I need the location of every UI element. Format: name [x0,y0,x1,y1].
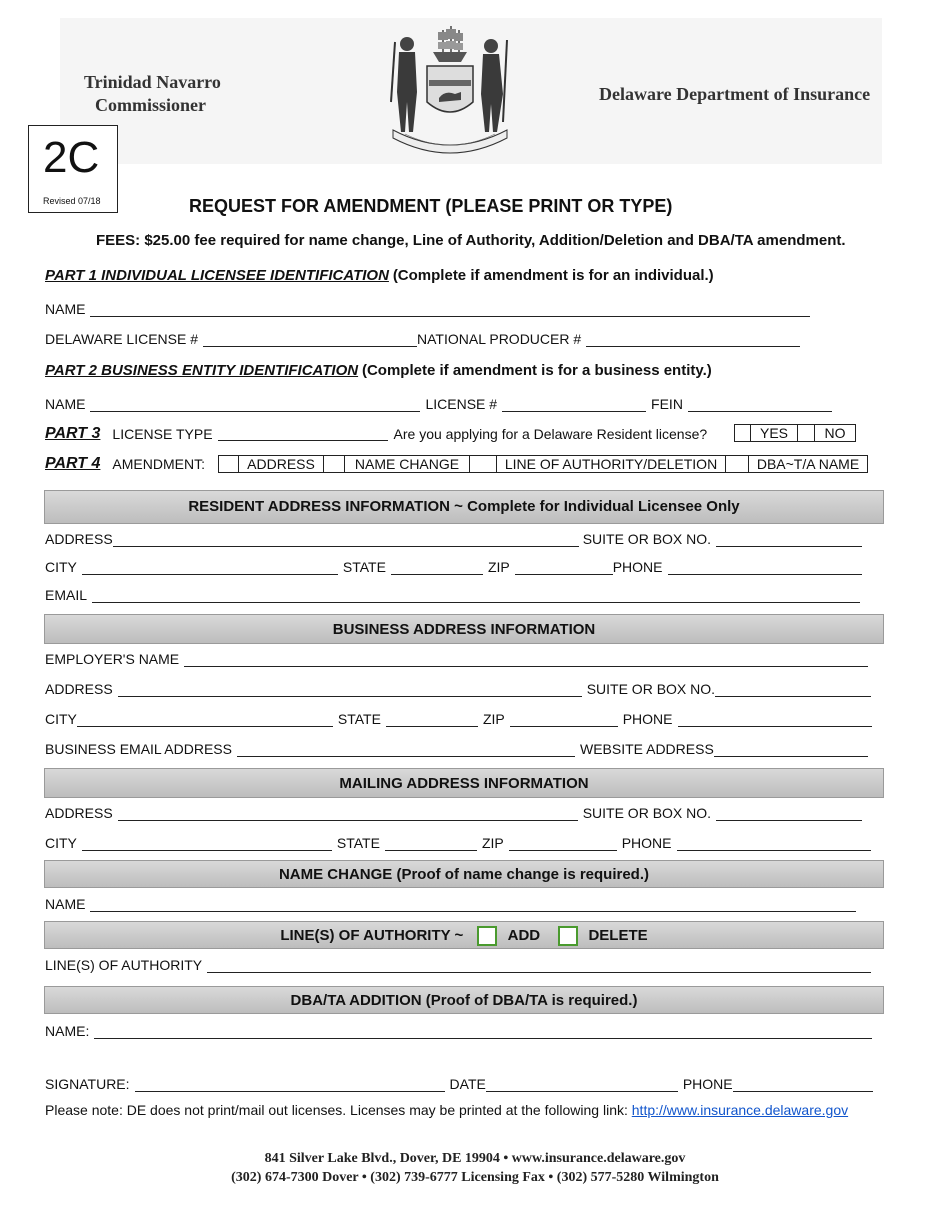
part1-license-field[interactable] [203,333,417,347]
part3-row [45,424,707,444]
insurance-website-link[interactable]: http://www.insurance.delaware.gov [631,1102,849,1118]
resident-address-label: ADDRESS [45,531,113,547]
dba-name-label: NAME: [45,1023,90,1039]
part2-fein-field[interactable] [688,398,832,412]
resident-suite-label: SUITE OR BOX NO. [582,531,712,547]
mailing-phone-label: PHONE [621,835,672,851]
business-address-heading: BUSINESS ADDRESS INFORMATION [44,614,884,644]
footer-address: 841 Silver Lake Blvd., Dover, DE 19904 • www.insurance.delaware.gov [264,1151,686,1166]
resident-address-field[interactable] [113,533,579,547]
business-city-label: CITY [45,711,77,727]
resident-phone-label: PHONE [612,559,663,575]
part1-license-row [45,327,800,347]
business-phone-field[interactable] [678,713,872,727]
fees-notice: FEES: $25.00 fee required for name change, Line of Authority, Addition/Deletion and DBA/TA amendment. [96,232,846,249]
form-title: REQUEST FOR AMENDMENT (PLEASE PRINT OR TYPE) [189,196,673,216]
print-note [45,1102,848,1118]
part2-license-field[interactable] [502,398,646,412]
business-address-row [45,677,871,697]
resident-choice-group [734,424,856,442]
business-city-field[interactable] [77,713,333,727]
resident-address-heading: RESIDENT ADDRESS INFORMATION ~ Complete for Individual Licensee Only [44,490,884,524]
employer-label: EMPLOYER'S NAME [45,651,180,667]
yes-checkbox[interactable] [734,424,750,442]
part1-license-label: DELAWARE LICENSE # [45,331,199,347]
part2-license-label: LICENSE # [425,396,498,412]
resident-address-row [45,527,862,547]
amendment-option-address[interactable]: ADDRESS [238,455,324,473]
signature-phone-label: PHONE [682,1076,733,1092]
mailing-city-label: CITY [45,835,77,851]
dba-name-field[interactable] [94,1025,872,1039]
mailing-city-field[interactable] [82,837,332,851]
website-field[interactable] [714,743,868,757]
resident-state-field[interactable] [391,561,483,575]
resident-city-field[interactable] [82,561,338,575]
part2-title: PART 2 BUSINESS ENTITY IDENTIFICATION [45,362,359,379]
part1-note: (Complete if amendment is for an individual.) [392,267,714,284]
license-type-field[interactable] [218,427,388,441]
business-zip-field[interactable] [510,713,618,727]
signature-label: SIGNATURE: [45,1076,130,1092]
part1-name-row [45,297,810,317]
date-field[interactable] [486,1078,678,1092]
amendment-option-name-change[interactable]: NAME CHANGE [344,455,470,473]
name-change-field[interactable] [90,898,856,912]
delaware-seal-icon [385,22,515,154]
name-change-row [45,892,856,912]
mailing-zip-field[interactable] [509,837,617,851]
mailing-phone-field[interactable] [677,837,871,851]
commissioner-name: Trinidad Navarro [84,72,221,92]
mailing-address-field[interactable] [118,807,578,821]
form-code: 2C [43,133,100,182]
dba-heading: DBA/TA ADDITION (Proof of DBA/TA is required.) [44,986,884,1014]
amendment-option-dba[interactable]: DBA~T/A NAME [748,455,868,473]
loa-add-label: ADD [507,927,541,944]
part2-name-field[interactable] [90,398,420,412]
business-zip-label: ZIP [482,711,505,727]
loa-delete-label: DELETE [588,927,648,944]
resident-suite-field[interactable] [716,533,862,547]
dba-row [45,1019,872,1039]
resident-city-label: CITY [45,559,77,575]
resident-state-label: STATE [342,559,386,575]
license-type-label: LICENSE TYPE [112,426,213,442]
part1-npn-field[interactable] [586,333,800,347]
business-state-field[interactable] [386,713,478,727]
loa-add-checkbox[interactable] [477,926,497,946]
amendment-label: AMENDMENT: [112,456,205,472]
loa-checkbox[interactable] [470,455,496,473]
resident-city-row [45,555,862,575]
no-option[interactable]: NO [814,424,856,442]
part4-row [45,454,205,474]
print-note-text: Please note: DE does not print/mail out licenses. Licenses may be printed at the following link: [45,1102,632,1118]
mailing-zip-label: ZIP [481,835,504,851]
website-label: WEBSITE ADDRESS [579,741,714,757]
signature-row [45,1072,873,1092]
no-checkbox[interactable] [798,424,814,442]
part2-note: (Complete if amendment is for a business entity.) [361,362,712,379]
loa-delete-checkbox[interactable] [558,926,578,946]
form-code-box [28,125,118,213]
business-address-label: ADDRESS [45,681,113,697]
loa-label: LINE(S) OF AUTHORITY [45,957,203,973]
business-email-field[interactable] [237,743,575,757]
footer-phones: (302) 674-7300 Dover • (302) 739-6777 Licensing Fax • (302) 577-5280 Wilmington [231,1170,719,1185]
resident-zip-field[interactable] [515,561,613,575]
mailing-state-field[interactable] [385,837,477,851]
business-email-label: BUSINESS EMAIL ADDRESS [45,741,232,757]
part2-name-label: NAME [45,396,86,412]
part2-heading [45,362,712,379]
business-phone-label: PHONE [622,711,673,727]
department-name: Delaware Department of Insurance [599,84,871,104]
mailing-address-row [45,801,862,821]
mailing-city-row [45,831,871,851]
commissioner-title: Commissioner [95,95,206,115]
business-suite-field[interactable] [715,683,871,697]
amendment-options [218,455,868,473]
business-email-row [45,737,868,757]
name-change-checkbox[interactable] [324,455,344,473]
part3-title: PART 3 [45,425,101,442]
part1-name-field[interactable] [90,303,810,317]
part4-title: PART 4 [45,455,101,472]
yes-option[interactable]: YES [750,424,798,442]
date-label: DATE [449,1076,486,1092]
revised-date: Revised 07/18 [43,196,101,206]
business-address-field[interactable] [118,683,582,697]
part1-name-label: NAME [45,301,86,317]
resident-zip-label: ZIP [487,559,510,575]
mailing-address-label: ADDRESS [45,805,113,821]
loa-row [45,953,871,973]
name-change-heading: NAME CHANGE (Proof of name change is required.) [44,860,884,888]
mailing-address-heading: MAILING ADDRESS INFORMATION [44,768,884,798]
employer-row [45,647,868,667]
resident-email-row [45,583,860,603]
mailing-suite-field[interactable] [716,807,862,821]
part1-heading [45,267,714,284]
amendment-option-loa[interactable]: LINE OF AUTHORITY/DELETION [496,455,726,473]
signature-phone-field[interactable] [733,1078,873,1092]
loa-heading-bar [44,921,884,949]
name-change-label: NAME [45,896,86,912]
loa-heading: LINE(S) OF AUTHORITY ~ [280,927,464,944]
business-state-label: STATE [337,711,381,727]
business-suite-label: SUITE OR BOX NO. [586,681,716,697]
part1-title: PART 1 INDIVIDUAL LICENSEE IDENTIFICATION [45,267,389,284]
resident-question: Are you applying for a Delaware Resident license? [393,426,708,442]
part2-row [45,392,832,412]
business-city-row [45,707,872,727]
dba-checkbox[interactable] [726,455,748,473]
part1-npn-label: NATIONAL PRODUCER # [417,331,582,347]
loa-field[interactable] [207,959,871,973]
resident-email-field[interactable] [92,589,860,603]
part2-fein-label: FEIN [651,396,683,412]
mailing-suite-label: SUITE OR BOX NO. [582,805,712,821]
signature-field[interactable] [135,1078,445,1092]
mailing-state-label: STATE [336,835,380,851]
resident-email-label: EMAIL [45,587,88,603]
resident-phone-field[interactable] [668,561,862,575]
employer-field[interactable] [184,653,868,667]
address-checkbox[interactable] [218,455,238,473]
